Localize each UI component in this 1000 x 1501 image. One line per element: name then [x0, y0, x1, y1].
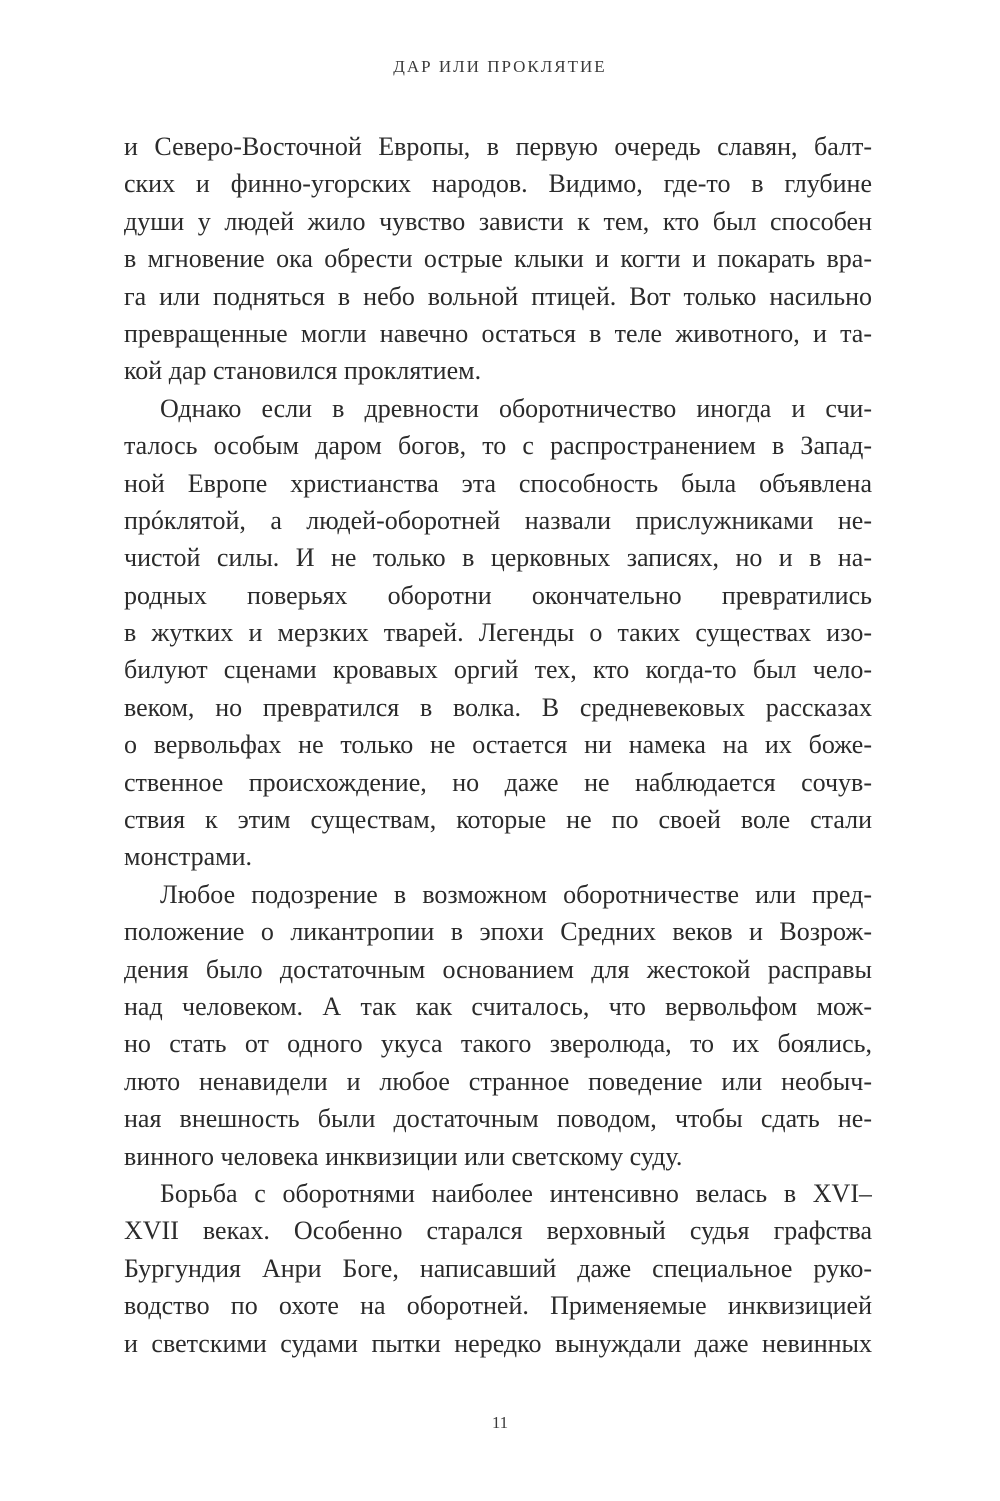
text-line: билуют сценами кровавых оргий тех, кто когда-то был чело-	[124, 655, 872, 685]
text-line: прóклятой, а людей-оборотней назвали прислужниками не-	[124, 505, 872, 535]
text-line: люто ненавидели и любое странное поведение или необыч-	[124, 1066, 872, 1096]
text-line: и светскими судами пытки нередко вынуждали даже невинных	[124, 1328, 872, 1358]
text-line: талось особым даром богов, то с распространением в Запад-	[124, 431, 872, 461]
text-line: дения было достаточным основанием для жестокой расправы	[124, 954, 872, 984]
text-line: Любое подозрение в возможном оборотничестве или пред-	[160, 879, 872, 909]
page-number: 11	[491, 1413, 509, 1432]
text-line: в мгновение ока обрести острые клыки и когти и покарать вра-	[124, 244, 872, 274]
text-line: над человеком. А так как считалось, что вервольфом мож-	[124, 991, 872, 1021]
text-line: га или подняться в небо вольной птицей. Вот только насильно	[124, 281, 872, 311]
text-line: в жутких и мерзких тварей. Легенды о таких существах изо-	[124, 618, 872, 648]
text-line: родных поверьях оборотни окончательно превратились	[124, 580, 872, 610]
text-line: ной Европе христианства эта способность была объявлена	[124, 468, 872, 498]
text-line: ная внешность были достаточным поводом, чтобы сдать не-	[124, 1104, 872, 1134]
body-text	[124, 128, 872, 1362]
text-line: Бургундия Анри Боге, написавший даже специальное руко-	[124, 1253, 872, 1283]
text-line: Борьба с оборотнями наиболее интенсивно велась в XVI–	[160, 1178, 872, 1208]
text-line: но стать от одного укуса такого зверолюда, то их боялись,	[124, 1029, 872, 1059]
text-line: водство по охоте на оборотней. Применяемые инквизицией	[124, 1291, 872, 1321]
text-line: положение о ликантропии в эпохи Средних веков и Возрож-	[124, 917, 872, 947]
running-head: ДАР ИЛИ ПРОКЛЯТИЕ	[393, 57, 607, 76]
text-line: винного человека инквизиции или светскому суду.	[124, 1141, 683, 1171]
text-line: о вервольфах не только не остается ни намека на их боже-	[124, 730, 872, 760]
text-line: и Северо-Восточной Европы, в первую очередь славян, балт-	[124, 132, 872, 161]
text-line: монстрами.	[124, 842, 252, 872]
text-line: Однако если в древности оборотничество иногда и счи-	[160, 393, 872, 423]
text-line: чистой силы. И не только в церковных записях, но и в на-	[124, 543, 872, 573]
text-line: превращенные могли навечно остаться в теле животного, и та-	[124, 318, 872, 348]
text-line: ствия к этим существам, которые не по своей воле стали	[124, 805, 872, 835]
text-line: ственное происхождение, но даже не наблюдается сочув-	[124, 767, 872, 797]
text-line: кой дар становился проклятием.	[124, 356, 482, 386]
text-line: ских и финно-угорских народов. Видимо, где-то в глубине	[124, 169, 872, 199]
text-line: XVII веках. Особенно старался верховный судья графства	[124, 1216, 872, 1246]
text-line: души у людей жило чувство зависти к тем, кто был способен	[124, 206, 872, 236]
text-line: веком, но превратился в волка. В средневековых рассказах	[124, 692, 872, 722]
